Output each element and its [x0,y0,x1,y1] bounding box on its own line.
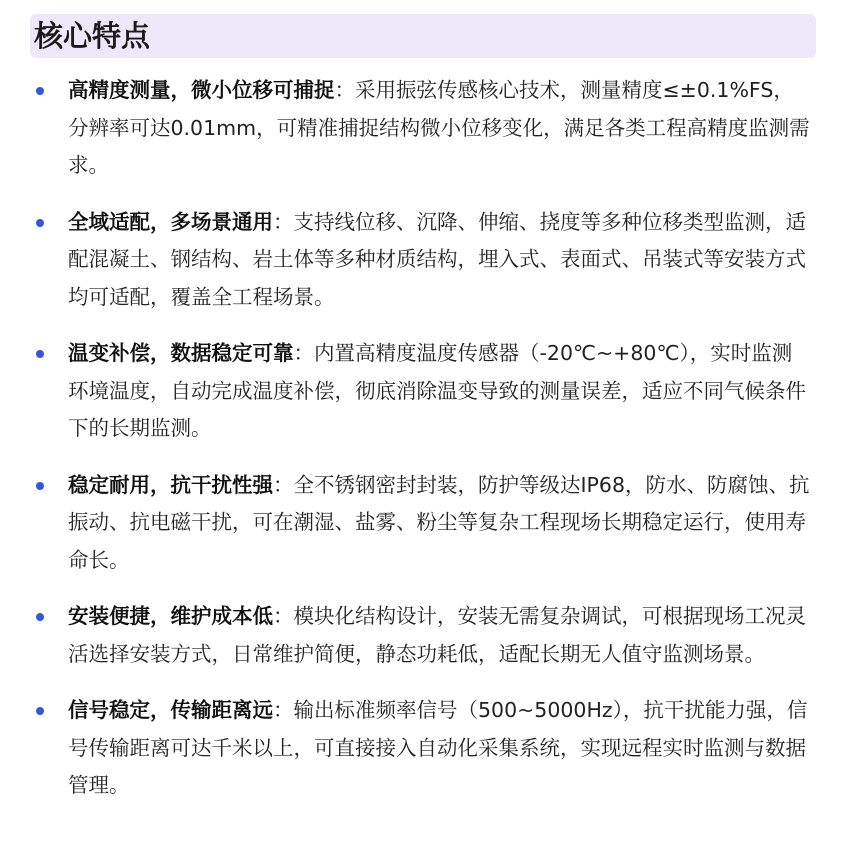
bullet-icon [36,482,44,490]
section-title: 核心特点 [34,19,151,53]
feature-item [32,335,812,448]
feature-description: ：模块化结构设计，安装无需复杂调试，可根据现场工况灵活选择安装方式，日常维护简便，静态功耗低，适配长期无人值守监测场景。 [68,604,806,666]
feature-description: ：全不锈钢密封封装，防护等级达IP68，防水、防腐蚀、抗振动、抗电磁干扰，可在潮湿、盐雾、粉尘等复杂工程现场长期稳定运行，使用寿命长。 [68,472,810,572]
feature-description: ：支持线位移、沉降、伸缩、挠度等多种位移类型监测，适配混凝土、钢结构、岩土体等多种材质结构，埋入式、表面式、吊装式等安装方式均可适配，覆盖全工程场景。 [68,209,806,309]
bullet-icon [36,219,44,227]
feature-item [32,204,812,317]
feature-title: 安装便捷，维护成本低 [68,604,273,628]
feature-title: 温变补偿，数据稳定可靠 [68,341,294,365]
bullet-icon [36,613,44,621]
feature-description: ：输出标准频率信号（500~5000Hz），抗干扰能力强，信号传输距离可达千米以上，可直接接入自动化采集系统，实现远程实时监测与数据管理。 [68,698,808,797]
feature-description: ：采用振弦传感核心技术，测量精度≤±0.1%FS，分辨率可达0.01mm，可精准捕捉结构微小位移变化，满足各类工程高精度监测需求。 [68,78,810,177]
bullet-icon [36,707,44,715]
feature-title: 稳定耐用，抗干扰性强 [68,472,273,497]
bullet-icon [36,350,44,358]
feature-item [32,467,812,580]
feature-title: 全域适配，多场景通用 [68,209,273,234]
feature-title: 信号稳定，传输距离远 [68,698,273,722]
section-header [30,14,816,58]
feature-item [32,692,812,805]
feature-title: 高精度测量，微小位移可捕捉 [68,78,335,102]
feature-item [32,598,812,673]
feature-description: ：内置高精度温度传感器（-20℃~+80℃），实时监测环境温度，自动完成温度补偿，彻底消除温变导致的测量误差，适应不同气候条件下的长期监测。 [68,341,806,440]
feature-item [32,72,812,185]
feature-list [32,72,812,824]
bullet-icon [36,87,44,95]
